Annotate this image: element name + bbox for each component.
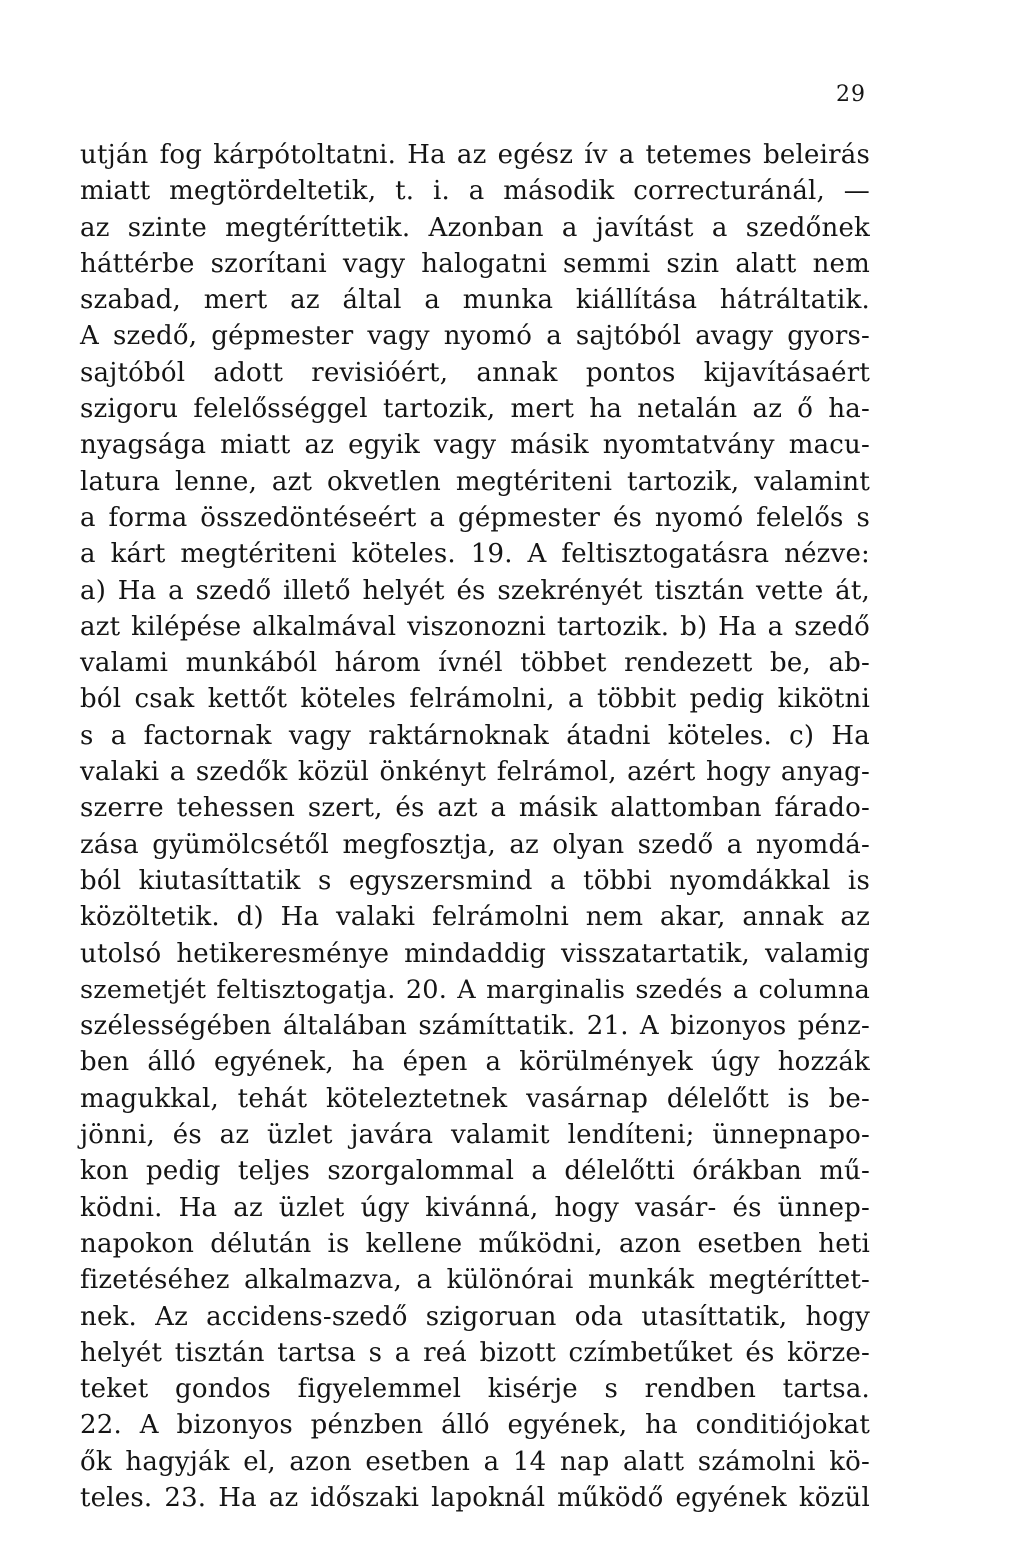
- body-text: [80, 137, 870, 1516]
- text-line: s a factornak vagy raktárnoknak átadni köteles. c) Ha: [80, 720, 870, 751]
- text-line: háttérbe szorítani vagy halogatni semmi szin alatt nem: [80, 248, 870, 279]
- text-line: A szedő, gépmester vagy nyomó a sajtóból avagy gyors-: [80, 321, 870, 352]
- text-line: latura lenne, azt okvetlen megtériteni tartozik, valamint: [80, 466, 870, 497]
- text-line: ból csak kettőt köteles felrámolni, a többit pedig kikötni: [80, 684, 870, 715]
- text-line: napokon délután is kellene működni, azon esetben heti: [80, 1228, 870, 1259]
- text-line: kon pedig teljes szorgalommal a délelőtti órákban mű-: [80, 1156, 870, 1187]
- text-line: nek. Az accidens-szedő szigoruan oda utasíttatik, hogy: [80, 1301, 870, 1332]
- text-line: szabad, mert az által a munka kiállítása hátráltatik.: [80, 285, 870, 316]
- text-line: a kárt megtériteni köteles. 19. A feltisztogatásra nézve:: [80, 539, 870, 570]
- text-line: valami munkából három ívnél többet rendezett be, ab-: [80, 648, 870, 679]
- text-line: szigoru felelősséggel tartozik, mert ha netalán az ő ha-: [80, 394, 870, 425]
- text-line: sajtóból adott revisióért, annak pontos kijavításaért: [80, 357, 870, 388]
- text-line: szemetjét feltisztogatja. 20. A marginalis szedés a columna: [80, 974, 870, 1005]
- text-line: teket gondos figyelemmel kisérje s rendben tartsa.: [80, 1374, 870, 1405]
- text-line: teles. 23. Ha az időszaki lapoknál működő egyének közül: [80, 1482, 870, 1513]
- page-number: 29: [836, 82, 866, 107]
- text-line: zása gyümölcsétől megfosztja, az olyan szedő a nyomdá-: [80, 829, 870, 860]
- text-line: ködni. Ha az üzlet úgy kivánná, hogy vasár- és ünnep-: [80, 1192, 870, 1223]
- text-line: szélességében általában számíttatik. 21. A bizonyos pénz-: [80, 1011, 870, 1042]
- text-line: utján fog kárpótoltatni. Ha az egész ív a tetemes beleirás: [80, 140, 870, 170]
- text-line: helyét tisztán tartsa s a reá bizott czímbetűket és körze-: [80, 1337, 870, 1368]
- text-line: a) Ha a szedő illető helyét és szekrényét tisztán vette át,: [80, 575, 870, 606]
- text-line: magukkal, tehát köteleztetnek vasárnap délelőtt is be-: [80, 1083, 870, 1114]
- text-line: miatt megtördeltetik, t. i. a második correcturánál, —: [80, 176, 870, 207]
- text-line: 22. A bizonyos pénzben álló egyének, ha conditiójokat: [80, 1410, 870, 1441]
- text-line: utolsó hetikeresménye mindaddig visszatartatik, valamig: [80, 938, 870, 969]
- text-line: nyagsága miatt az egyik vagy másik nyomtatvány macu-: [80, 430, 870, 461]
- text-line: jönni, és az üzlet javára valamit lendíteni; ünnepnapo-: [80, 1120, 870, 1151]
- text-line: valaki a szedők közül önkényt felrámol, azért hogy anyag-: [80, 757, 870, 788]
- text-line: azt kilépése alkalmával viszonozni tartozik. b) Ha a szedő: [80, 611, 870, 642]
- text-line: közöltetik. d) Ha valaki felrámolni nem akar, annak az: [80, 902, 870, 933]
- text-line: fizetéséhez alkalmazva, a különórai munkák megtéríttet-: [80, 1265, 870, 1296]
- text-line: ból kiutasíttatik s egyszersmind a többi nyomdákkal is: [80, 865, 870, 896]
- text-line: az szinte megtéríttetik. Azonban a javítást a szedőnek: [80, 212, 870, 243]
- text-line: a forma összedöntéseért a gépmester és nyomó felelős s: [80, 502, 870, 533]
- text-line: ben álló egyének, ha épen a körülmények úgy hozzák: [80, 1047, 870, 1078]
- text-line: szerre tehessen szert, és azt a másik alattomban fárado-: [80, 793, 870, 824]
- text-line: ők hagyják el, azon esetben a 14 nap alatt számolni kö-: [80, 1446, 870, 1477]
